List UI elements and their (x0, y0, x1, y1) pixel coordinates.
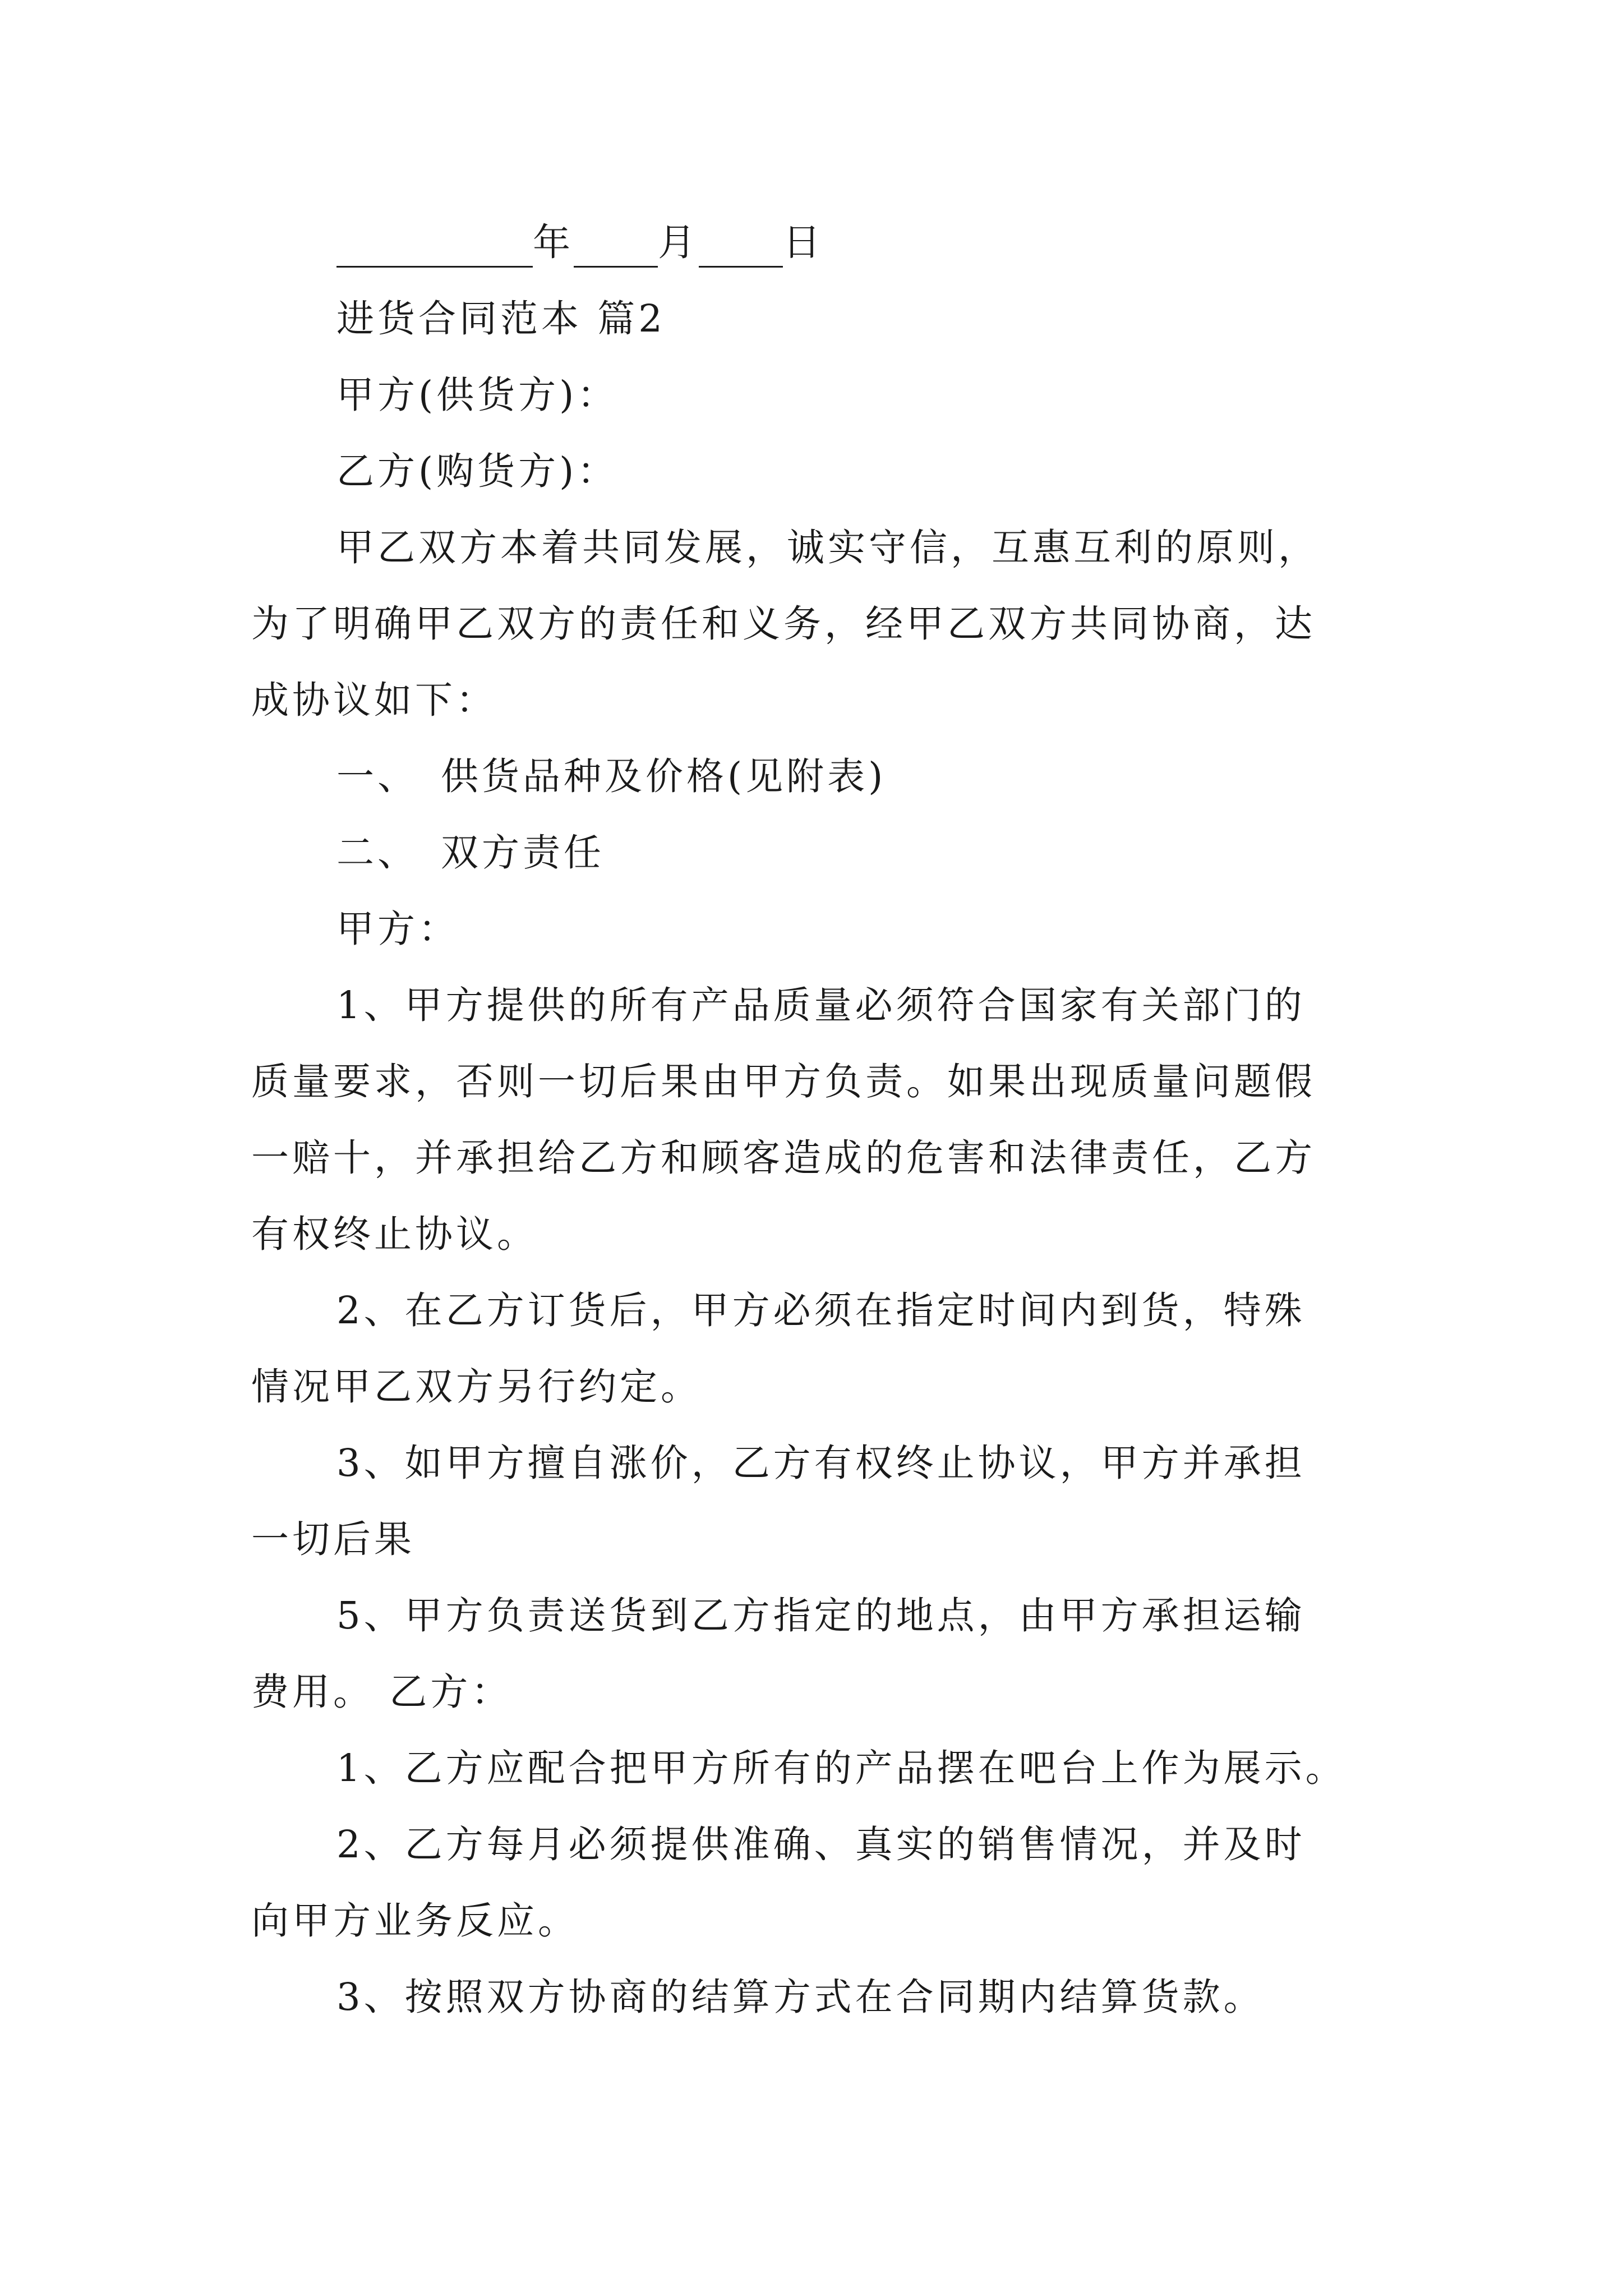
intro-line: 为了明确甲乙双方的责任和义务，经甲乙双方共同协商，达 (251, 602, 1316, 646)
intro-line: 甲乙双方本着共同发展，诚实守信，互惠互利的原则， (336, 526, 1319, 569)
intro-line: 成协议如下： (251, 678, 497, 722)
section-2-heading (336, 827, 605, 878)
clause-b1-line: 1、乙方应配合把甲方所有的产品摆在吧台上作为展示。 (336, 1746, 1347, 1790)
month-label: 月 (658, 220, 699, 264)
clause-b2-line: 向甲方业务反应。 (251, 1899, 579, 1943)
section-2-number: 二、 (336, 831, 418, 875)
section-1-text: 供货品种及价格(见附表) (441, 754, 887, 798)
clause-a1-line: 质量要求，否则一切后果由甲方负责。如果出现质量问题假 (251, 1060, 1316, 1103)
clause-a2-line: 2、在乙方订货后，甲方必须在指定时间内到货，特殊 (336, 1289, 1306, 1332)
clause-b3-line: 3、按照双方协商的结算方式在合同期内结算货款。 (336, 1975, 1265, 2019)
month-blank (574, 217, 658, 268)
year-blank (336, 217, 533, 268)
day-label: 日 (783, 220, 824, 264)
clause-a3-line: 一切后果 (251, 1517, 415, 1561)
year-label: 年 (533, 220, 574, 264)
party-a-label: 甲方(供货方)： (336, 373, 619, 417)
section-1-number: 一、 (336, 754, 418, 798)
section-2-text: 双方责任 (441, 831, 605, 875)
clause-a1-line: 1、甲方提供的所有产品质量必须符合国家有关部门的 (336, 983, 1306, 1027)
clause-a2-line: 情况甲乙双方另行约定。 (251, 1365, 702, 1409)
clause-a1-line: 一赔十，并承担给乙方和顾客造成的危害和法律责任，乙方 (251, 1136, 1316, 1180)
party-a-heading: 甲方： (336, 907, 459, 951)
clause-b2-line: 2、乙方每月必须提供准确、真实的销售情况，并及时 (336, 1823, 1306, 1866)
date-line (336, 217, 824, 268)
clause-a3-line: 3、如甲方擅自涨价，乙方有权终止协议，甲方并承担 (336, 1441, 1306, 1485)
section-1-heading (336, 751, 886, 802)
clause-a5-line: 费用。 乙方： (251, 1670, 513, 1714)
clause-a5-line: 5、甲方负责送货到乙方指定的地点，由甲方承担运输 (336, 1594, 1306, 1637)
day-blank (699, 217, 783, 268)
party-b-label: 乙方(购货方)： (336, 449, 619, 493)
clause-a1-line: 有权终止协议。 (251, 1212, 538, 1256)
document-title: 进货合同范本 篇2 (336, 297, 666, 341)
